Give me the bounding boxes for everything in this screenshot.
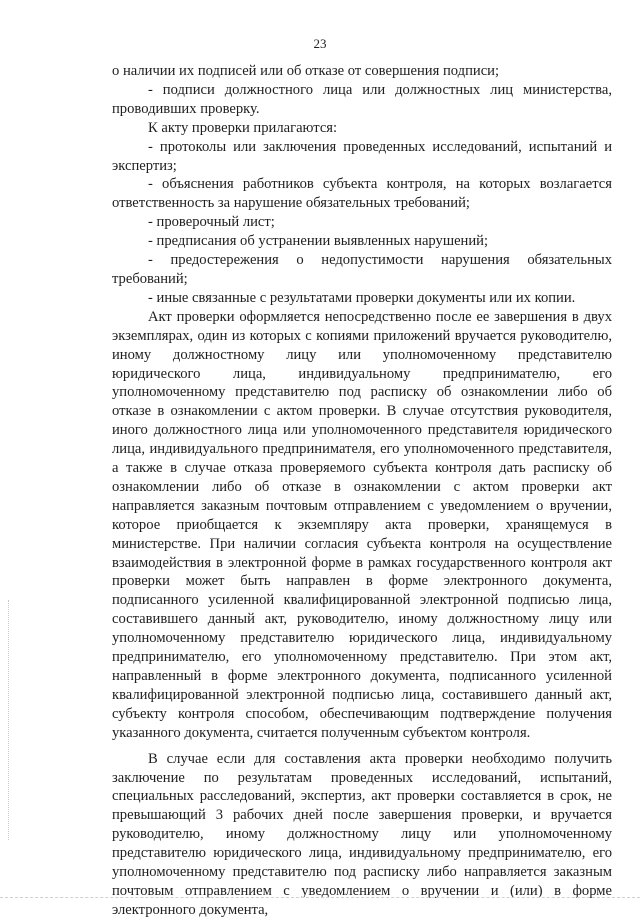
page-number: 23 <box>313 36 327 51</box>
scan-bottom-edge <box>0 897 640 899</box>
list-item: - предписания об устранении выявленных нарушений; <box>148 233 489 250</box>
list-item: - иные связанные с результатами проверки документы или их копии. <box>148 289 576 306</box>
paragraph: В случае если для составления акта проверки необходимо получить заключение по результатам проведенных исследований, испытаний, специальных расследований, экспертиз, акт проверки составляется в срок, не превышающий 3 рабочих дней после завершения проверки, и вручается руководителю, иному должностному лицу или уполномоченному представителю юридического лица, индивидуальному предпринимателю, его уполномоченному представителю под расписку либо направляется заказным почтовым отправлением с уведомлением о вручении и (или) в форме электронного документа, <box>112 750 612 918</box>
list-item: - проверочный лист; <box>148 214 275 231</box>
paragraph: - подписи должностного лица или должностных лиц министерства, проводивших проверку. <box>112 81 612 117</box>
paragraph: К акту проверки прилагаются: <box>148 119 338 136</box>
document-body <box>112 62 612 920</box>
list-item: - протоколы или заключения проведенных исследований, испытаний и экспертиз; <box>112 138 612 174</box>
paragraph: Акт проверки оформляется непосредственно после ее завершения в двух экземплярах, один из которых с копиями приложений вручается руководителю, иному должностному лицу или уполномоченному представителю юридического лица, индивидуальному предпринимателю, его уполномоченному представителю под расписку об ознакомлении либо об отказе в ознакомлении с актом проверки. В случае отсутствия руководителя, иного должностного лица или уполномоченного представителя юридического лица, индивидуального предпринимателя, его уполномоченного представителя, а также в случае отказа проверяемого субъекта контроля дать расписку об ознакомлении либо об отказе в ознакомлении с актом проверки акт направляется заказным почтовым отправлением с уведомлением о вручении, которое приобщается к экземпляру акта проверки, хранящемуся в министерстве. При наличии согласия субъекта контроля на осуществление взаимодействия в электронной форме в рамках государственного контроля акт проверки может быть направлен в форме электронного документа, подписанного усиленной квалифицированной электронной подписью лица, составившего данный акт, руководителю, иному должностному лицу или уполномоченному представителю юридического лица, индивидуальному предпринимателю, его уполномоченному представителю. При этом акт, направленный в форме электронного документа, подписанного усиленной квалифицированной электронной подписью лица, составившего данный акт, субъекту контроля способом, обеспечивающим подтверждение получения указанного документа, считается полученным субъектом контроля. <box>112 308 612 741</box>
scan-edge-mark <box>8 600 10 840</box>
list-item: - объяснения работников субъекта контроля, на которых возлагается ответственность за нарушение обязательных требований; <box>112 176 612 212</box>
list-item: - предостережения о недопустимости нарушения обязательных требований; <box>112 252 612 287</box>
paragraph: о наличии их подписей или об отказе от совершения подписи; <box>112 63 500 79</box>
